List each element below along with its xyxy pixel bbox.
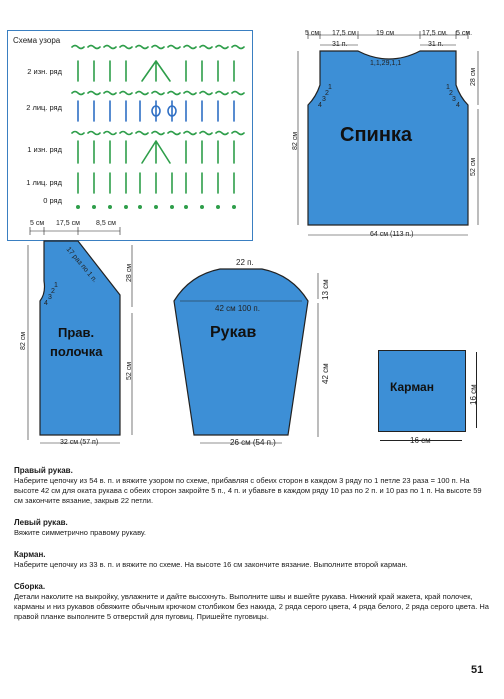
back-top-width: 17,5 см — [332, 30, 356, 37]
front-piece-label: Прав. — [58, 325, 95, 340]
scheme-title: Схема узора — [13, 36, 61, 45]
section-body: Вяжите симметрично правому рукаву. — [14, 528, 146, 537]
front-bottom-width: 32 см (57 п) — [60, 439, 99, 446]
scheme-row-label: 1 изн. ряд — [27, 145, 62, 154]
sleeve-piece-label: Рукав — [210, 324, 257, 341]
scheme-row-label: 1 лиц. ряд — [26, 178, 62, 187]
scheme-row-label: 2 изн. ряд — [27, 67, 62, 76]
sleeve-top-loops: 22 п. — [236, 258, 254, 267]
sleeve-pattern-diagram — [170, 255, 340, 455]
front-armhole-num: 4 — [44, 300, 48, 307]
back-top-loops: 31 п. — [332, 41, 348, 48]
back-armhole-num: 3 — [322, 96, 326, 103]
back-neck-decrease: 1,1,29,1,1 — [370, 60, 402, 67]
back-height-lower: 52 см — [470, 157, 477, 176]
scheme-row-label: 0 ряд — [43, 196, 62, 205]
section-body: Детали наколите на выкройку, увлажните и дайте высохнуть. Выполните швы и вшейте рукава. Нижний край жакета, край полочек, карманы и низ рукавов обвяжите обычным крючком столбиком без накида, 2 ряда серого цвета, 4 ряда белого, 2 ряда серого цвета. На правой планке выполните 5 отверстий для пуговиц. Пришейте пуговицы. — [14, 592, 489, 621]
section-body: Наберите цепочку из 54 в. п. и вяжите узором по схеме, прибавляя с обеих сторон в каждом 3 ряду по 1 петле 23 раза = 100 п. На высоте 42 см для оката рукава с обеих сторон закройте 5 п., 4 п. и убавьте в каждом ряду 10 раз по 2 п. и 10 раз по 1 п. На высоте 59 см закончите вязание, закрыв 22 петли. — [14, 476, 482, 505]
back-armhole-num: 3 — [452, 96, 456, 103]
section-body: Наберите цепочку из 33 в. п. и вяжите по схеме. На высоте 16 см закончите вязание. Выполните второй карман. — [14, 560, 408, 569]
front-armhole-num: 1 — [54, 282, 58, 289]
section-title: Сборка. — [14, 582, 46, 591]
pocket-width: 16 см — [410, 436, 431, 445]
back-top-width: 5 см. — [305, 30, 322, 37]
back-armhole-num: 2 — [449, 90, 453, 97]
back-armhole-num: 4 — [456, 102, 460, 109]
stitch-symbols — [68, 41, 250, 216]
sleeve-wide-label: 42 см 100 п. — [215, 304, 260, 313]
front-height-lower: 52 см — [126, 361, 133, 380]
back-top-width: 19 см — [376, 30, 395, 37]
back-armhole-num: 1 — [446, 84, 450, 91]
sleeve-piece-shape — [174, 269, 308, 435]
sleeve-bottom-width: 26 см (54 п.) — [230, 438, 276, 447]
front-pattern-diagram — [20, 225, 150, 455]
back-top-width: 5 см. — [456, 30, 473, 37]
page-number: 51 — [471, 664, 484, 676]
instructions-text — [14, 466, 490, 622]
back-height-total: 82 см — [292, 131, 299, 150]
sleeve-cap-height: 13 см — [321, 279, 330, 300]
section-title: Правый рукав. — [14, 466, 73, 475]
front-top-width: 8,5 см — [96, 220, 116, 227]
back-armhole-num: 2 — [325, 90, 329, 97]
front-slant-label: 17 раз по 1 п. — [64, 246, 99, 285]
back-armhole-num: 4 — [318, 102, 322, 109]
front-top-width: 5 см — [30, 220, 45, 227]
front-height-total: 82 см — [20, 331, 27, 350]
pocket-height: 16 см — [469, 384, 478, 405]
back-height-armhole: 28 см — [470, 67, 477, 86]
section-title: Карман. — [14, 550, 46, 559]
front-height-armhole: 28 см — [126, 263, 133, 282]
section-title: Левый рукав. — [14, 518, 68, 527]
back-top-width: 17,5 см. — [422, 30, 448, 37]
front-top-width: 17,5 см — [56, 220, 80, 227]
pocket-piece-label: Карман — [390, 380, 434, 394]
sleeve-height: 42 см — [321, 363, 330, 384]
back-piece-label: Спинка — [340, 124, 413, 146]
back-bottom-width: 64 см (113 п.) — [370, 231, 414, 238]
front-armhole-num: 2 — [51, 288, 55, 295]
back-top-loops: 31 п. — [428, 41, 444, 48]
front-armhole-num: 3 — [48, 294, 52, 301]
stitch-scheme-box — [7, 30, 253, 241]
scheme-row-label: 2 лиц. ряд — [26, 103, 62, 112]
front-piece-label: полочка — [50, 344, 103, 359]
back-armhole-num: 1 — [328, 84, 332, 91]
